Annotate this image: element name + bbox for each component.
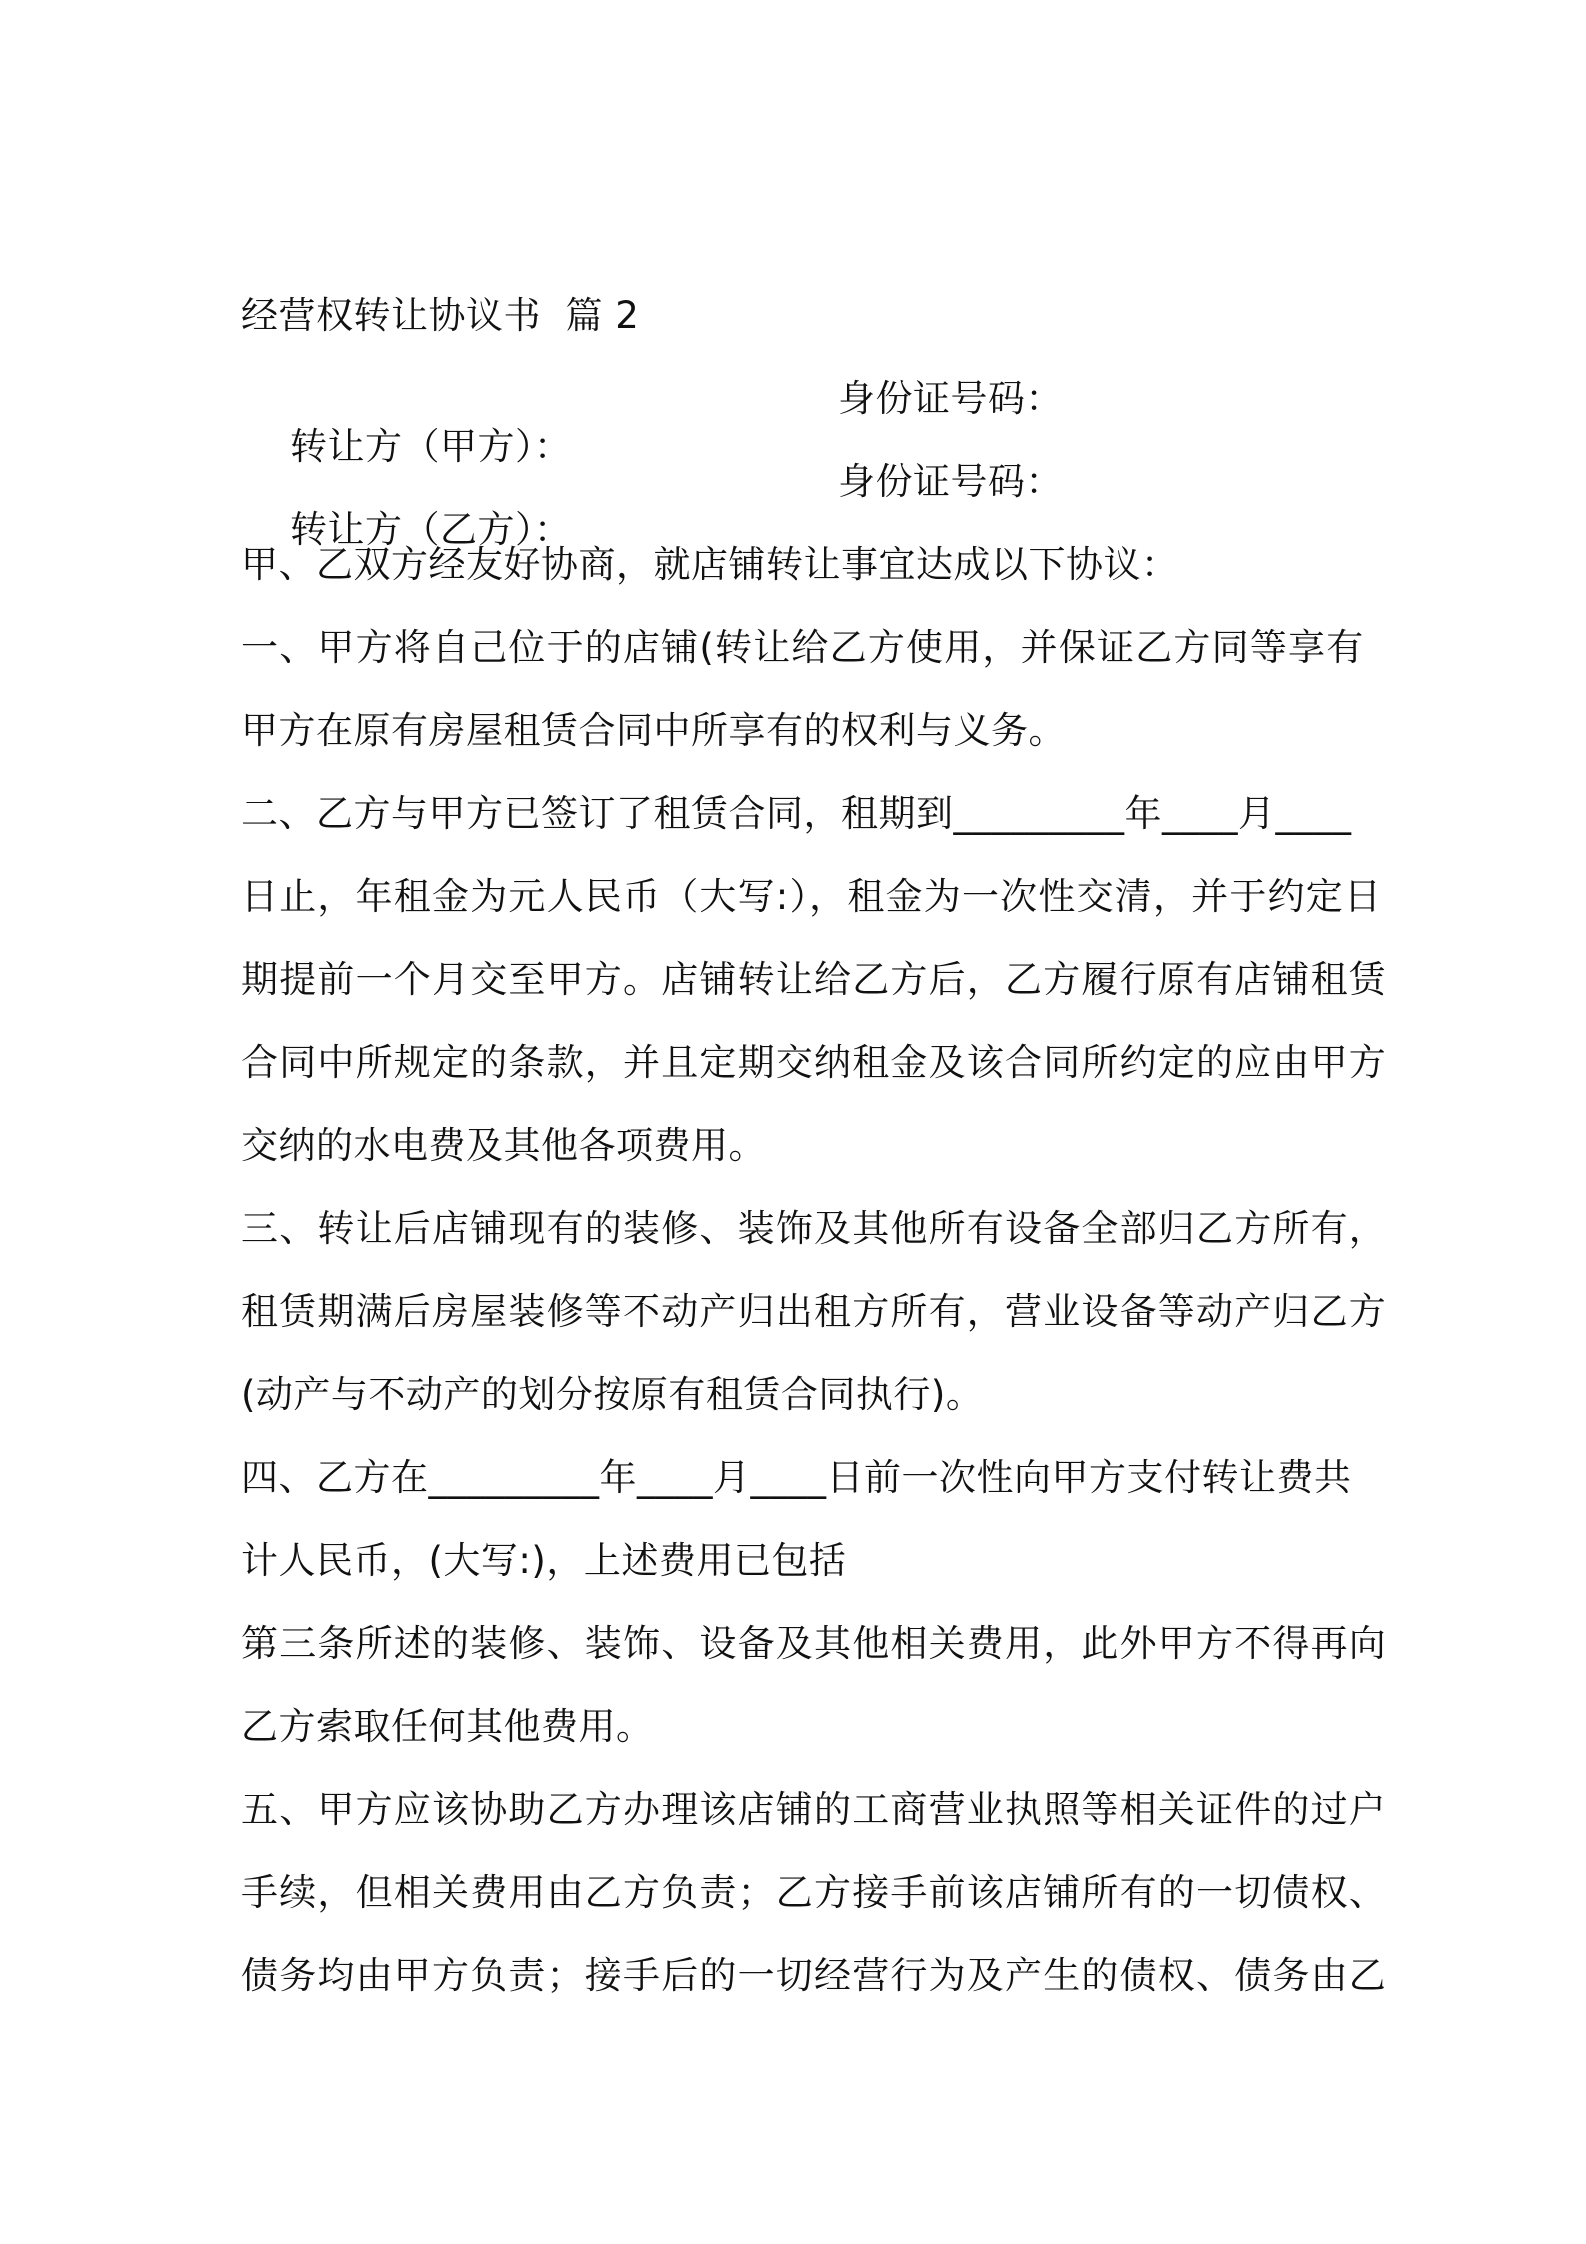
clause-4-line-2: 计人民币，(大写:)，上述费用已包括 (241, 1539, 847, 1582)
clause-2-line-1: 二、乙方与甲方已签订了租赁合同，租期到_________年____月____ (241, 792, 1352, 835)
clause-2-line-3: 期提前一个月交至甲方。店铺转让给乙方后，乙方履行原有店铺租赁 (241, 958, 1387, 1001)
party-b-id-label: 身份证号码： (838, 460, 1063, 503)
clause-2-line-2: 日止，年租金为元人民币（大写:），租金为一次性交清，并于约定日 (241, 875, 1383, 918)
clause-1-line-1: 一、甲方将自己位于的店铺(转让给乙方使用，并保证乙方同等享有 (241, 626, 1365, 669)
clause-5-line-2: 手续，但相关费用由乙方负责；乙方接手前该店铺所有的一切债权、 (241, 1871, 1387, 1914)
clause-5-line-1: 五、甲方应该协助乙方办理该店铺的工商营业执照等相关证件的过户 (241, 1788, 1387, 1831)
party-a-row (241, 375, 1063, 468)
party-b-row (241, 458, 1063, 551)
clause-4-line-4: 乙方索取任何其他费用。 (241, 1705, 654, 1748)
clause-3-line-1: 三、转让后店铺现有的装修、装饰及其他所有设备全部归乙方所有， (241, 1207, 1387, 1250)
clause-1-line-2: 甲方在原有房屋租赁合同中所享有的权利与义务。 (241, 709, 1066, 752)
clause-3-line-3: (动产与不动产的划分按原有租赁合同执行)。 (241, 1373, 984, 1416)
clause-2-line-4: 合同中所规定的条款，并且定期交纳租金及该合同所约定的应由甲方 (241, 1041, 1387, 1084)
party-a-id-label: 身份证号码： (838, 377, 1063, 420)
document-title: 经营权转让协议书 篇 2 (241, 294, 640, 337)
clause-4-line-3: 第三条所述的装修、装饰、设备及其他相关费用，此外甲方不得再向 (241, 1622, 1387, 1665)
clause-3-line-2: 租赁期满后房屋装修等不动产归出租方所有，营业设备等动产归乙方 (241, 1290, 1387, 1333)
party-a-label: 转让方（甲方）： (290, 425, 572, 468)
intro-paragraph: 甲、乙双方经友好协商，就店铺转让事宜达成以下协议： (241, 543, 1179, 586)
clause-4-line-1: 四、乙方在_________年____月____日前一次性向甲方支付转让费共 (241, 1456, 1352, 1499)
clause-5-line-3: 债务均由甲方负责；接手后的一切经营行为及产生的债权、债务由乙 (241, 1954, 1387, 1997)
clause-2-line-5: 交纳的水电费及其他各项费用。 (241, 1124, 766, 1167)
party-b-label: 转让方（乙方）： (290, 508, 572, 551)
